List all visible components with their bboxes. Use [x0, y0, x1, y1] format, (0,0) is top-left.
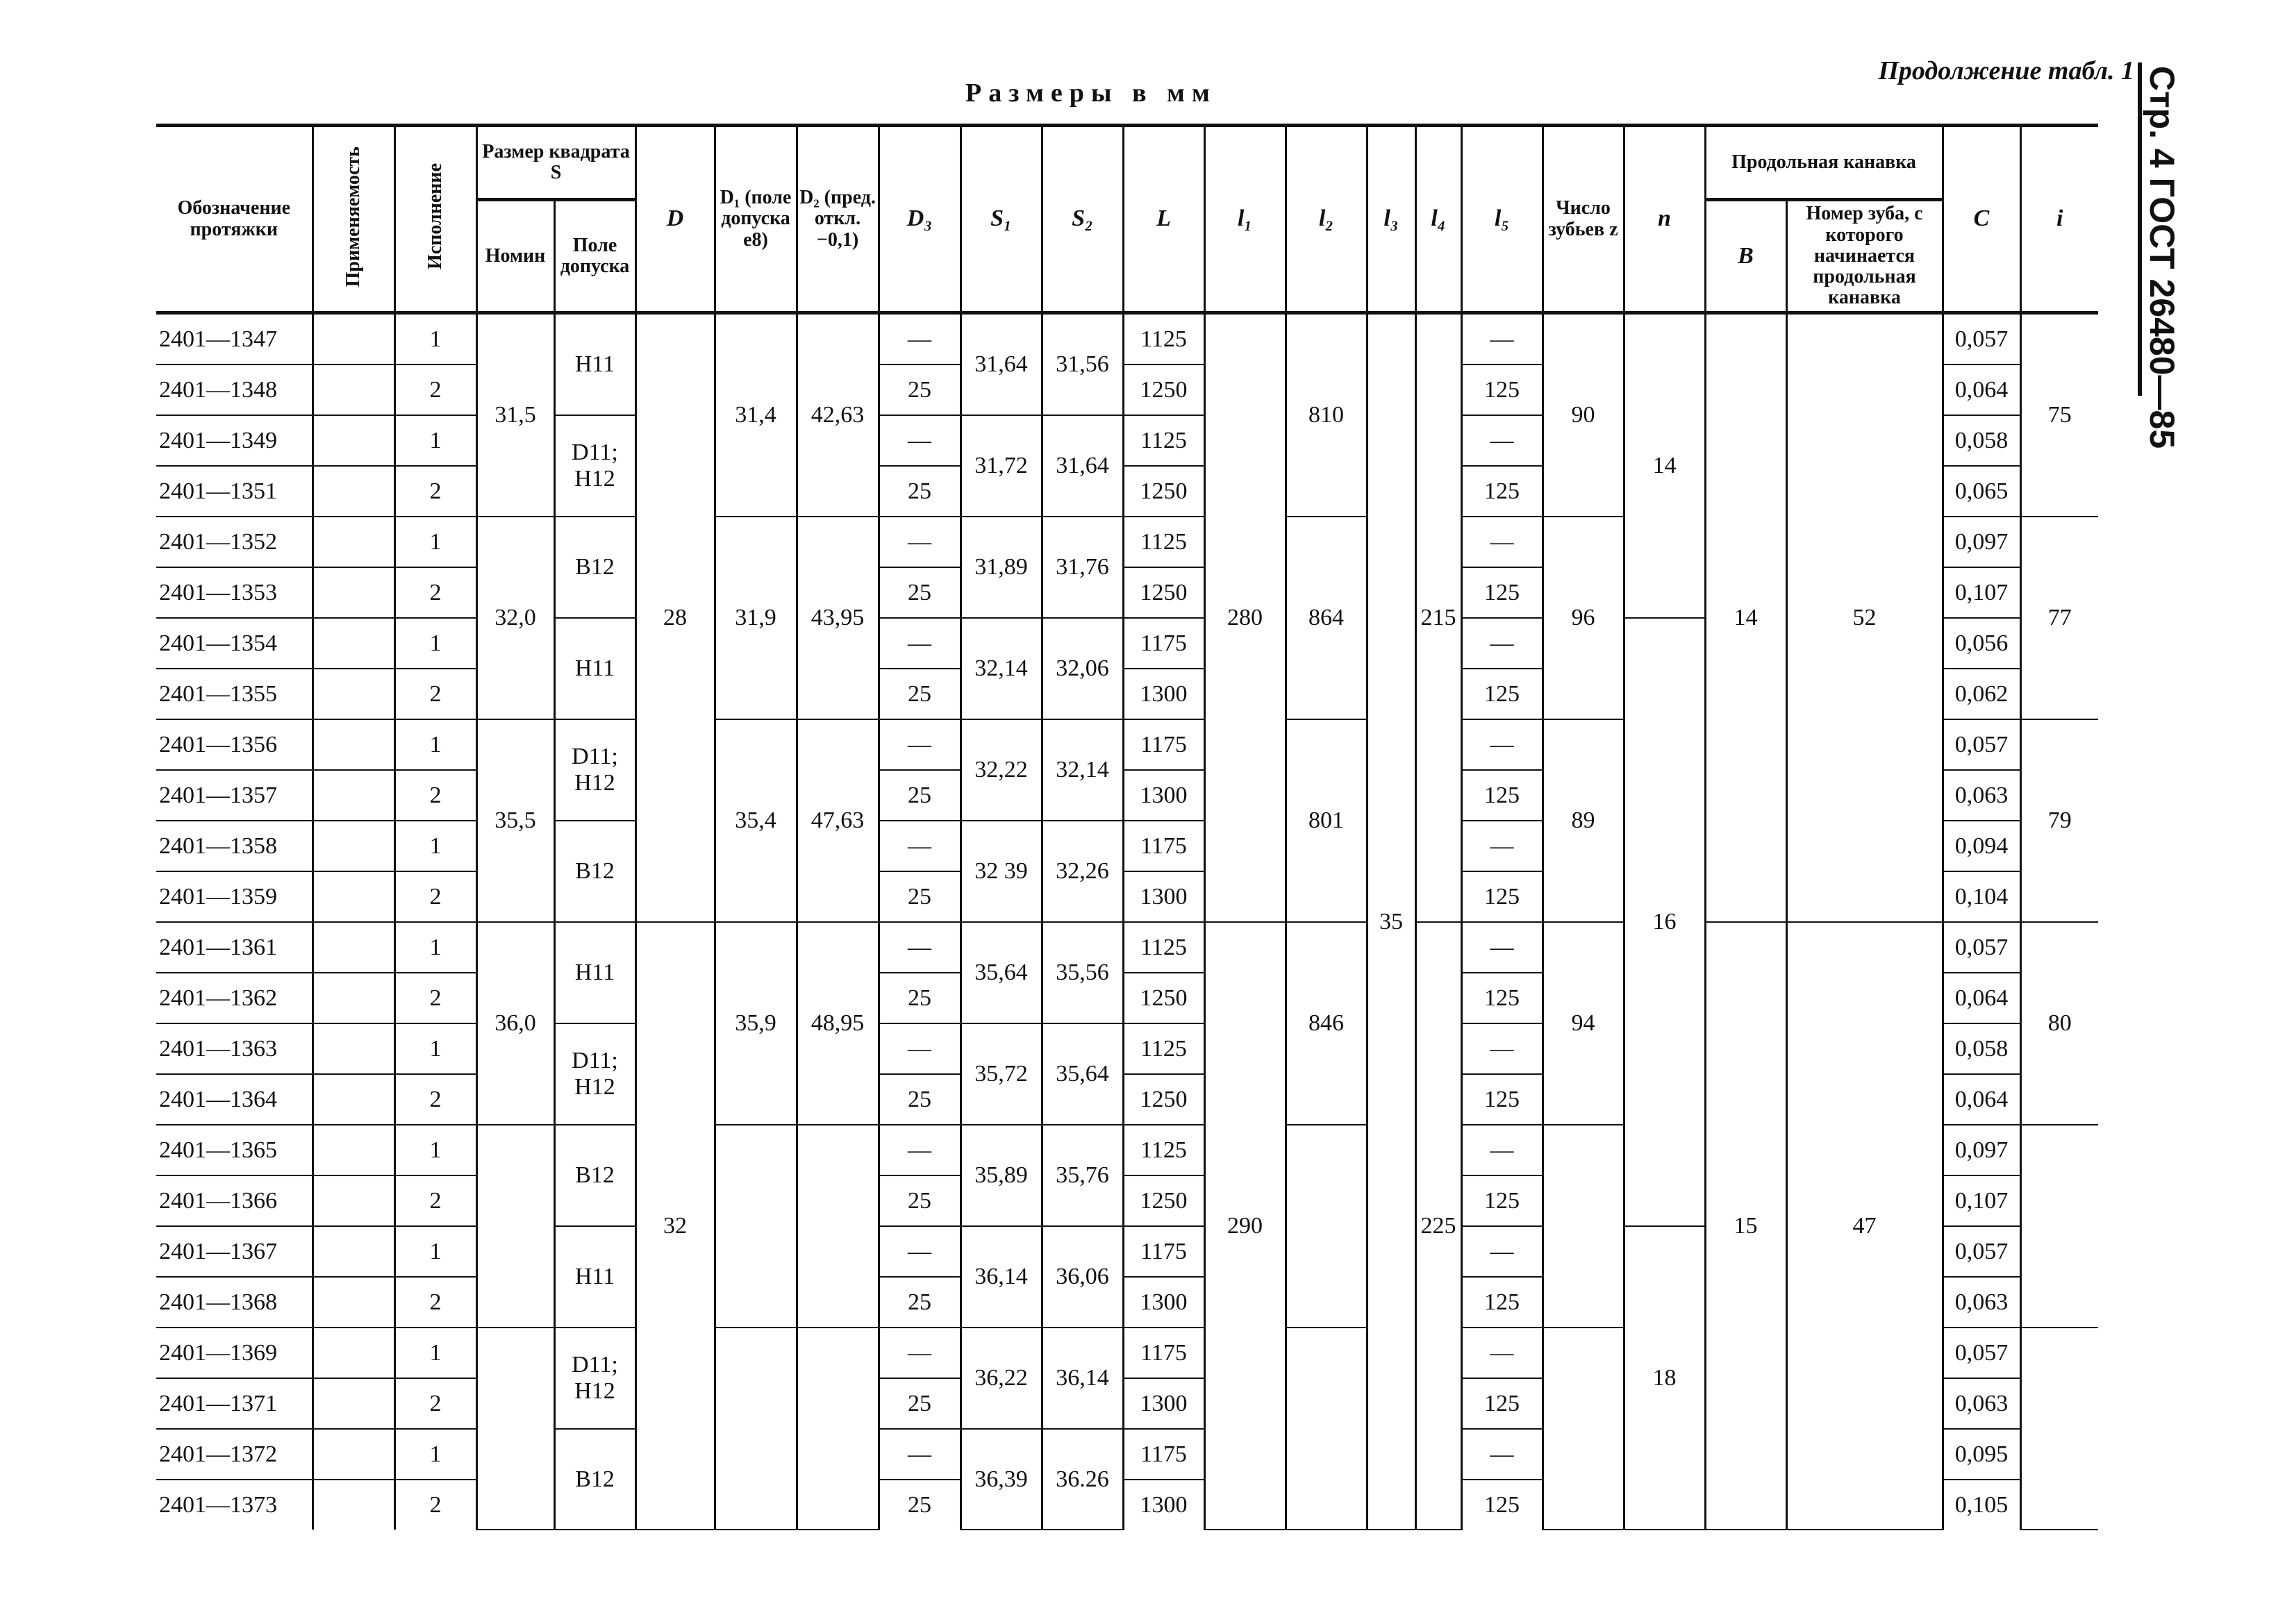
D1-cell: [715, 1125, 797, 1328]
l5-cell: —: [1461, 821, 1543, 871]
header-l2: l₂: [1286, 126, 1367, 313]
standard-page-label: [2139, 66, 2195, 449]
variant-cell: 2: [394, 1480, 476, 1530]
n-cell: 16: [1624, 618, 1705, 1226]
variant-cell: 1: [394, 1328, 476, 1378]
l1-cell: 280: [1204, 313, 1286, 923]
S2-cell: 36.26: [1042, 1429, 1123, 1530]
L-cell: 1175: [1123, 821, 1204, 871]
tolerance-field-cell: D11; H12: [554, 719, 635, 821]
continuation-label: Продолжение табл. 1: [1878, 56, 2134, 85]
C-cell: 0,062: [1943, 669, 2020, 719]
teeth-count-cell: [1543, 1328, 1624, 1530]
square-nominal-cell: [476, 1328, 554, 1530]
application-cell: [313, 1480, 394, 1530]
l5-cell: 125: [1461, 770, 1543, 821]
S2-cell: 36,14: [1042, 1328, 1123, 1429]
C-cell: 0,056: [1943, 618, 2020, 669]
i-cell: 80: [2020, 922, 2098, 1125]
S1-cell: 35,72: [961, 1023, 1042, 1125]
variant-cell: 2: [394, 466, 476, 517]
application-cell: [313, 567, 394, 618]
square-nominal-cell: 32,0: [476, 517, 554, 719]
header-D2: D₂ (пред. откл. −0,1): [797, 126, 879, 313]
l5-cell: 125: [1461, 1074, 1543, 1125]
designation-cell: 2401—1351: [156, 466, 313, 517]
l2-cell: 846: [1286, 922, 1367, 1125]
tolerance-field-cell: D11; H12: [554, 1023, 635, 1125]
teeth-count-cell: 90: [1543, 313, 1624, 517]
L-cell: 1125: [1123, 1023, 1204, 1074]
l4-cell: 215: [1415, 313, 1461, 923]
designation-cell: 2401—1353: [156, 567, 313, 618]
variant-cell: 2: [394, 1277, 476, 1328]
tooth-number-cell: 52: [1786, 313, 1943, 923]
D3-cell: 25: [879, 669, 961, 719]
S1-cell: 35,64: [961, 922, 1042, 1023]
C-cell: 0,104: [1943, 871, 2020, 922]
table-row: [156, 922, 2098, 973]
application-cell: [313, 770, 394, 821]
i-cell: [2020, 1125, 2098, 1328]
l5-cell: 125: [1461, 365, 1543, 415]
designation-cell: 2401—1362: [156, 973, 313, 1023]
D-cell: 32: [635, 922, 715, 1530]
application-cell: [313, 1429, 394, 1480]
variant-cell: 2: [394, 1378, 476, 1429]
designation-cell: 2401—1357: [156, 770, 313, 821]
header-teeth: Число зубьев z: [1543, 126, 1624, 313]
application-cell: [313, 1328, 394, 1378]
designation-cell: 2401—1368: [156, 1277, 313, 1328]
S2-cell: 31,76: [1042, 517, 1123, 618]
header-l3: l₃: [1367, 126, 1415, 313]
D1-cell: [715, 1328, 797, 1530]
variant-cell: 2: [394, 1074, 476, 1125]
C-cell: 0,105: [1943, 1480, 2020, 1530]
l5-cell: —: [1461, 922, 1543, 973]
D3-cell: 25: [879, 1175, 961, 1226]
D3-cell: —: [879, 1023, 961, 1074]
L-cell: 1125: [1123, 517, 1204, 567]
D3-cell: 25: [879, 1277, 961, 1328]
D3-cell: —: [879, 1429, 961, 1480]
tolerance-field-cell: B12: [554, 1429, 635, 1530]
application-cell: [313, 466, 394, 517]
D3-cell: 25: [879, 365, 961, 415]
application-cell: [313, 1074, 394, 1125]
C-cell: 0,095: [1943, 1429, 2020, 1480]
n-cell: 14: [1624, 313, 1705, 619]
application-cell: [313, 871, 394, 922]
header-l5: l₅: [1461, 126, 1543, 313]
variant-cell: 2: [394, 1175, 476, 1226]
C-cell: 0,057: [1943, 922, 2020, 973]
D3-cell: —: [879, 415, 961, 466]
C-cell: 0,064: [1943, 1074, 2020, 1125]
L-cell: 1250: [1123, 1074, 1204, 1125]
l5-cell: —: [1461, 1125, 1543, 1175]
header-nominal: Номин: [476, 200, 554, 313]
D3-cell: —: [879, 517, 961, 567]
application-cell: [313, 517, 394, 567]
application-cell: [313, 922, 394, 973]
D1-cell: 31,9: [715, 517, 797, 719]
units-caption: Размеры в мм: [965, 78, 1217, 108]
application-cell: [313, 1378, 394, 1429]
header-l1: l₁: [1204, 126, 1286, 313]
tooth-number-cell: 47: [1786, 922, 1943, 1530]
i-cell: [2020, 1328, 2098, 1530]
header-S2: S₂: [1042, 126, 1123, 313]
L-cell: 1300: [1123, 770, 1204, 821]
l5-cell: 125: [1461, 1277, 1543, 1328]
C-cell: 0,064: [1943, 365, 2020, 415]
D3-cell: —: [879, 618, 961, 669]
L-cell: 1300: [1123, 1378, 1204, 1429]
S1-cell: 32,22: [961, 719, 1042, 821]
variant-cell: 1: [394, 1125, 476, 1175]
header-groove: Продольная канавка: [1705, 126, 1943, 200]
L-cell: 1175: [1123, 618, 1204, 669]
designation-cell: 2401—1366: [156, 1175, 313, 1226]
l5-cell: —: [1461, 1226, 1543, 1277]
header-square-size: Размер квадрата S: [476, 126, 635, 200]
l5-cell: —: [1461, 517, 1543, 567]
application-cell: [313, 1226, 394, 1277]
header-application: [313, 126, 394, 313]
l5-cell: —: [1461, 1328, 1543, 1378]
tolerance-field-cell: B12: [554, 821, 635, 922]
variant-cell: 1: [394, 719, 476, 770]
header-application-text: Применяемость: [342, 146, 364, 287]
tolerance-field-cell: D11; H12: [554, 1328, 635, 1429]
S1-cell: 36,14: [961, 1226, 1042, 1328]
L-cell: 1300: [1123, 669, 1204, 719]
C-cell: 0,107: [1943, 1175, 2020, 1226]
variant-cell: 1: [394, 313, 476, 365]
S1-cell: 36,39: [961, 1429, 1042, 1530]
variant-cell: 1: [394, 415, 476, 466]
l5-cell: —: [1461, 1429, 1543, 1480]
l1-cell: 290: [1204, 922, 1286, 1530]
application-cell: [313, 313, 394, 365]
application-cell: [313, 973, 394, 1023]
S2-cell: 36,06: [1042, 1226, 1123, 1328]
designation-cell: 2401—1372: [156, 1429, 313, 1480]
D3-cell: 25: [879, 1378, 961, 1429]
C-cell: 0,097: [1943, 1125, 2020, 1175]
header-C: C: [1943, 126, 2020, 313]
header-variant-text: Исполнение: [424, 163, 446, 270]
C-cell: 0,063: [1943, 1378, 2020, 1429]
l5-cell: —: [1461, 1023, 1543, 1074]
application-cell: [313, 1125, 394, 1175]
teeth-count-cell: 94: [1543, 922, 1624, 1125]
S2-cell: 35,56: [1042, 922, 1123, 1023]
L-cell: 1175: [1123, 1328, 1204, 1378]
S2-cell: 32,06: [1042, 618, 1123, 719]
tolerance-field-cell: H11: [554, 1226, 635, 1328]
D2-cell: 48,95: [797, 922, 879, 1125]
L-cell: 1300: [1123, 871, 1204, 922]
C-cell: 0,057: [1943, 719, 2020, 770]
D2-cell: [797, 1328, 879, 1530]
C-cell: 0,065: [1943, 466, 2020, 517]
l2-cell: [1286, 1125, 1367, 1328]
n-cell: 18: [1624, 1226, 1705, 1530]
variant-cell: 1: [394, 1023, 476, 1074]
C-cell: 0,094: [1943, 821, 2020, 871]
B-cell: 15: [1705, 922, 1786, 1530]
designation-cell: 2401—1356: [156, 719, 313, 770]
S1-cell: 32,14: [961, 618, 1042, 719]
designation-cell: 2401—1354: [156, 618, 313, 669]
header-tolerance-field: Поле допуска: [554, 200, 635, 313]
D3-cell: 25: [879, 973, 961, 1023]
designation-cell: 2401—1363: [156, 1023, 313, 1074]
D3-cell: 25: [879, 770, 961, 821]
D3-cell: 25: [879, 1074, 961, 1125]
C-cell: 0,058: [1943, 1023, 2020, 1074]
D3-cell: 25: [879, 466, 961, 517]
S1-cell: 31,89: [961, 517, 1042, 618]
application-cell: [313, 669, 394, 719]
tolerance-field-cell: H11: [554, 618, 635, 719]
S2-cell: 32,14: [1042, 719, 1123, 821]
designation-cell: 2401—1369: [156, 1328, 313, 1378]
l5-cell: 125: [1461, 1175, 1543, 1226]
application-cell: [313, 415, 394, 466]
l5-cell: —: [1461, 618, 1543, 669]
designation-cell: 2401—1367: [156, 1226, 313, 1277]
teeth-count-cell: 89: [1543, 719, 1624, 922]
S2-cell: 35,76: [1042, 1125, 1123, 1226]
l2-cell: [1286, 1328, 1367, 1530]
D3-cell: —: [879, 719, 961, 770]
D-cell: 28: [635, 313, 715, 923]
square-nominal-cell: 31,5: [476, 313, 554, 517]
variant-cell: 2: [394, 871, 476, 922]
C-cell: 0,057: [1943, 1328, 2020, 1378]
L-cell: 1175: [1123, 1429, 1204, 1480]
L-cell: 1300: [1123, 1277, 1204, 1328]
teeth-count-cell: [1543, 1125, 1624, 1328]
L-cell: 1300: [1123, 1480, 1204, 1530]
header-tooth-number: Номер зуба, с которого начинается продольная канавка: [1786, 200, 1943, 313]
designation-cell: 2401—1358: [156, 821, 313, 871]
application-cell: [313, 1277, 394, 1328]
C-cell: 0,064: [1943, 973, 2020, 1023]
header-n: n: [1624, 126, 1705, 313]
variant-cell: 1: [394, 922, 476, 973]
tolerance-field-cell: B12: [554, 517, 635, 618]
teeth-count-cell: 96: [1543, 517, 1624, 719]
designation-cell: 2401—1365: [156, 1125, 313, 1175]
header-variant: [394, 126, 476, 313]
header-i: i: [2020, 126, 2098, 313]
application-cell: [313, 618, 394, 669]
D3-cell: 25: [879, 1480, 961, 1530]
S1-cell: 31,64: [961, 313, 1042, 416]
variant-cell: 2: [394, 669, 476, 719]
l5-cell: —: [1461, 719, 1543, 770]
tolerance-field-cell: D11; H12: [554, 415, 635, 517]
l5-cell: 125: [1461, 669, 1543, 719]
variant-cell: 1: [394, 1226, 476, 1277]
C-cell: 0,057: [1943, 313, 2020, 365]
designation-cell: 2401—1359: [156, 871, 313, 922]
L-cell: 1250: [1123, 466, 1204, 517]
standard-page-text: Стр. 4 ГОСТ 26480—85: [2143, 66, 2181, 449]
square-nominal-cell: 36,0: [476, 922, 554, 1125]
variant-cell: 1: [394, 517, 476, 567]
i-cell: 77: [2020, 517, 2098, 719]
l5-cell: 125: [1461, 1378, 1543, 1429]
C-cell: 0,057: [1943, 1226, 2020, 1277]
D2-cell: 42,63: [797, 313, 879, 517]
S2-cell: 31,64: [1042, 415, 1123, 517]
D3-cell: —: [879, 1125, 961, 1175]
variant-cell: 2: [394, 567, 476, 618]
l5-cell: —: [1461, 415, 1543, 466]
D3-cell: —: [879, 1328, 961, 1378]
tolerance-field-cell: H11: [554, 313, 635, 416]
C-cell: 0,063: [1943, 770, 2020, 821]
header-l4: l₄: [1415, 126, 1461, 313]
table-row: [156, 313, 2098, 365]
D1-cell: 35,4: [715, 719, 797, 922]
header-D: D: [635, 126, 715, 313]
l5-cell: 125: [1461, 466, 1543, 517]
header-S1: S₁: [961, 126, 1042, 313]
C-cell: 0,063: [1943, 1277, 2020, 1328]
C-cell: 0,058: [1943, 415, 2020, 466]
L-cell: 1250: [1123, 1175, 1204, 1226]
C-cell: 0,107: [1943, 567, 2020, 618]
variant-cell: 1: [394, 1429, 476, 1480]
D3-cell: —: [879, 1226, 961, 1277]
l2-cell: 801: [1286, 719, 1367, 922]
variant-cell: 1: [394, 618, 476, 669]
B-cell: 14: [1705, 313, 1786, 923]
L-cell: 1125: [1123, 415, 1204, 466]
D3-cell: 25: [879, 567, 961, 618]
header-L: L: [1123, 126, 1204, 313]
l5-cell: 125: [1461, 871, 1543, 922]
i-cell: 75: [2020, 313, 2098, 517]
application-cell: [313, 1175, 394, 1226]
variant-cell: 2: [394, 973, 476, 1023]
L-cell: 1125: [1123, 313, 1204, 365]
D3-cell: —: [879, 821, 961, 871]
header-D1: D₁ (поле допуска e8): [715, 126, 797, 313]
L-cell: 1125: [1123, 1125, 1204, 1175]
application-cell: [313, 1023, 394, 1074]
l5-cell: 125: [1461, 973, 1543, 1023]
variant-cell: 2: [394, 365, 476, 415]
D1-cell: 35,9: [715, 922, 797, 1125]
L-cell: 1175: [1123, 1226, 1204, 1277]
designation-cell: 2401—1348: [156, 365, 313, 415]
l2-cell: 864: [1286, 517, 1367, 719]
designation-cell: 2401—1349: [156, 415, 313, 466]
l2-cell: 810: [1286, 313, 1367, 517]
L-cell: 1250: [1123, 365, 1204, 415]
L-cell: 1250: [1123, 567, 1204, 618]
header-D3: D₃: [879, 126, 961, 313]
header-designation: Обозначение протяжки: [156, 126, 313, 313]
D2-cell: 47,63: [797, 719, 879, 922]
S2-cell: 32,26: [1042, 821, 1123, 922]
L-cell: 1250: [1123, 973, 1204, 1023]
application-cell: [313, 365, 394, 415]
application-cell: [313, 821, 394, 871]
designation-cell: 2401—1347: [156, 313, 313, 365]
designation-cell: 2401—1355: [156, 669, 313, 719]
square-nominal-cell: 35,5: [476, 719, 554, 922]
header-B: B: [1705, 200, 1786, 313]
designation-cell: 2401—1371: [156, 1378, 313, 1429]
designation-cell: 2401—1361: [156, 922, 313, 973]
D3-cell: —: [879, 922, 961, 973]
tolerance-field-cell: B12: [554, 1125, 635, 1226]
tolerance-field-cell: H11: [554, 922, 635, 1023]
S2-cell: 35,64: [1042, 1023, 1123, 1125]
D3-cell: —: [879, 313, 961, 365]
L-cell: 1125: [1123, 922, 1204, 973]
D3-cell: 25: [879, 871, 961, 922]
S1-cell: 35,89: [961, 1125, 1042, 1226]
designation-cell: 2401—1352: [156, 517, 313, 567]
l5-cell: 125: [1461, 1480, 1543, 1530]
designation-cell: 2401—1364: [156, 1074, 313, 1125]
broach-dimensions-table: [156, 124, 2098, 1530]
table-body: [156, 313, 2098, 1530]
S1-cell: 32 39: [961, 821, 1042, 922]
application-cell: [313, 719, 394, 770]
i-cell: 79: [2020, 719, 2098, 922]
D2-cell: [797, 1125, 879, 1328]
D1-cell: 31,4: [715, 313, 797, 517]
l5-cell: —: [1461, 313, 1543, 365]
C-cell: 0,097: [1943, 517, 2020, 567]
variant-cell: 1: [394, 821, 476, 871]
variant-cell: 2: [394, 770, 476, 821]
L-cell: 1175: [1123, 719, 1204, 770]
S2-cell: 31,56: [1042, 313, 1123, 416]
l3-cell: 35: [1367, 313, 1415, 1530]
D2-cell: 43,95: [797, 517, 879, 719]
designation-cell: 2401—1373: [156, 1480, 313, 1530]
S1-cell: 36,22: [961, 1328, 1042, 1429]
l4-cell: 225: [1415, 922, 1461, 1530]
S1-cell: 31,72: [961, 415, 1042, 517]
l5-cell: 125: [1461, 567, 1543, 618]
square-nominal-cell: [476, 1125, 554, 1328]
